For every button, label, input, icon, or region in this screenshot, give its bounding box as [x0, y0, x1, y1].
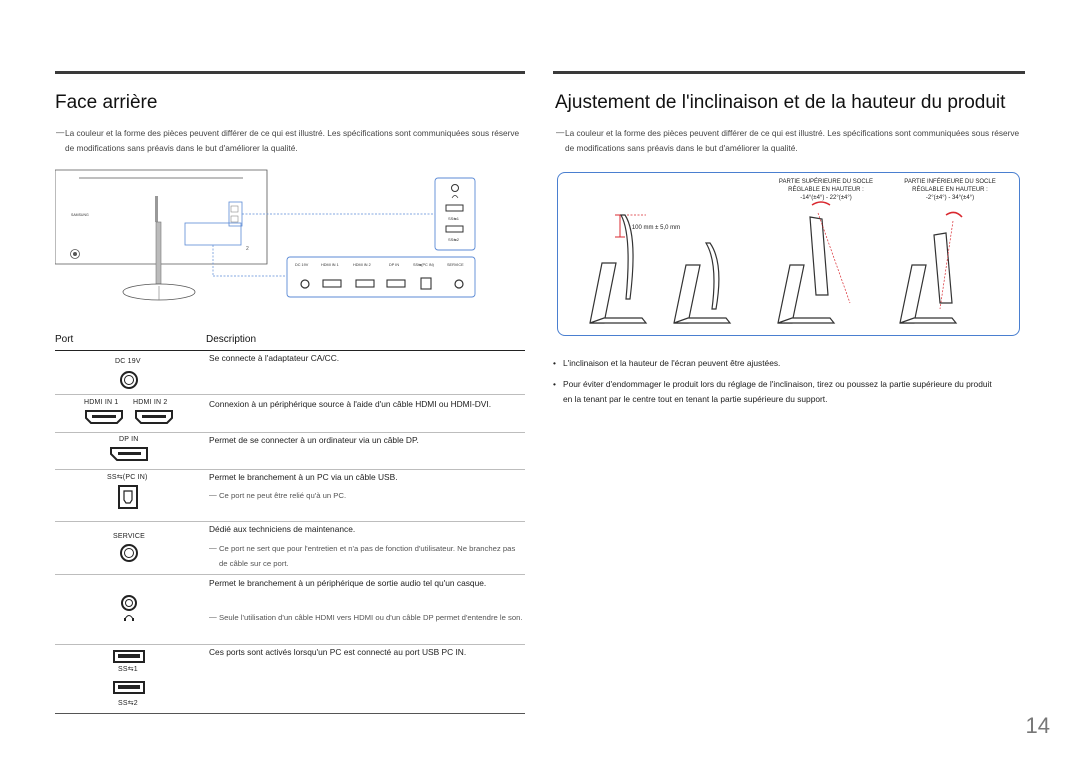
row-usb-pc-in-note-text: Ce port ne peut être relié qu'à un PC.: [219, 491, 347, 500]
bottom-caption-line3: -2°(±4°) - 34°(±4°): [925, 195, 975, 201]
row-hdmi-description: Connexion à un périphérique source à l'aide d'un câble HDMI ou HDMI-DVI.: [209, 399, 492, 409]
bullet-item: [553, 356, 1003, 371]
top-caption-line2: RÉGLABLE EN HAUTEUR :: [788, 187, 864, 193]
tilt-adjustment-figure: [557, 172, 1020, 336]
port-label-service: SERVICE: [113, 533, 146, 540]
left-section-rule: [55, 71, 525, 74]
row-headphone-description: Permet le branchement à un périphérique de sortie audio tel qu'un casque.: [209, 578, 487, 588]
dc-power-port-icon: [119, 370, 139, 390]
usb-a-port-icon: [113, 650, 145, 663]
top-caption-line3: -14°(±4°) - 22°(±4°): [800, 195, 852, 201]
figure-port-hdmi2: HDMI IN 2: [353, 263, 371, 267]
figure-port-usbpc: SS⇆(PC IN): [413, 263, 434, 267]
bottom-caption-line1: PARTIE INFÉRIEURE DU SOCLE: [904, 179, 996, 185]
right-section-title: Ajustement de l'inclinaison et de la hauteur du produit: [555, 92, 1006, 113]
hdmi-port-icon: [134, 409, 174, 425]
port-label-dc: DC 19V: [115, 358, 141, 365]
right-note-text: La couleur et la forme des pièces peuvent différer de ce qui est illustré. Les spécifications sont communiquées sous réserve de modifications sans préavis dans le but d'améliorer la qualité.: [565, 128, 1020, 153]
left-note-text: La couleur et la forme des pièces peuvent différer de ce qui est illustré. Les spécifications sont communiquées sous réserve de modifications sans préavis dans le but d'améliorer la qualité.: [65, 128, 520, 153]
row-headphone-note-text: Seule l'utilisation d'un câble HDMI vers HDMI ou d'un câble DP permet d'entendre le son.: [219, 613, 523, 622]
table-row-rule: [55, 394, 525, 395]
table-bottom-rule: [55, 713, 525, 714]
port-column-header: Port: [55, 334, 74, 345]
row-dc-description: Se connecte à l'adaptateur CA/CC.: [209, 353, 340, 363]
note-dash-icon: ―: [56, 127, 65, 137]
rear-panel-figure: [55, 168, 485, 308]
row-headphone-note: [209, 610, 525, 625]
bullet-text: L'inclinaison et la hauteur de l'écran peuvent être ajustées.: [563, 358, 781, 368]
row-usb-pc-in-note: [209, 488, 525, 503]
row-usb-hub-description: Ces ports sont activés lorsqu'un PC est connecté au port USB PC IN.: [209, 647, 467, 657]
top-caption-line1: PARTIE SUPÉRIEURE DU SOCLE: [778, 179, 874, 185]
left-note: [56, 126, 527, 156]
row-service-description: Dédié aux techniciens de maintenance.: [209, 524, 356, 534]
row-dp-description: Permet de se connecter à un ordinateur via un câble DP.: [209, 435, 419, 445]
figure-port-dp: DP IN: [389, 263, 400, 267]
note-dash-icon: ―: [556, 127, 565, 137]
usb-a-port-icon: [113, 681, 145, 694]
svg-text:2: 2: [246, 246, 249, 252]
note-dash-icon: ―: [209, 490, 217, 499]
bottom-caption-line2: RÉGLABLE EN HAUTEUR :: [912, 187, 988, 193]
description-column-header: Description: [206, 334, 257, 345]
bullet-text: Pour éviter d'endommager le produit lors du réglage de l'inclinaison, tirez ou poussez la partie supérieure du produit en la tenant par le centre tout en tenant la partie supérieure du support.: [563, 379, 992, 404]
bullet-dot-icon: •: [553, 379, 556, 389]
port-table-header: [55, 333, 525, 351]
figure-usb2-label: SS⇆2: [448, 237, 459, 242]
table-row-rule: [55, 574, 525, 575]
port-label-usb2: SS⇆2: [118, 700, 138, 707]
height-range-label: 100 mm ± 5,0 mm: [631, 225, 681, 231]
displayport-icon: [109, 446, 149, 462]
port-label-usb1: SS⇆1: [118, 666, 138, 673]
hdmi-port-icon: [84, 409, 124, 425]
bullet-dot-icon: •: [553, 358, 556, 368]
port-label-usb-pc-in: SS⇆(PC IN): [107, 474, 148, 481]
row-usb-pc-in-description: Permet le branchement à un PC via un câble USB.: [209, 472, 398, 482]
figure-port-hdmi1: HDMI IN 1: [321, 263, 339, 267]
port-label-hdmi1: HDMI IN 1: [84, 399, 119, 406]
headphone-jack-icon: [119, 593, 139, 625]
port-label-hdmi2: HDMI IN 2: [133, 399, 168, 406]
figure-usb1-label: SS⇆1: [448, 216, 459, 221]
right-section-rule: [553, 71, 1025, 74]
bullet-item: [553, 377, 1003, 407]
row-service-note: [209, 541, 525, 571]
note-dash-icon: ―: [209, 612, 217, 621]
right-note: [556, 126, 1027, 156]
usb-b-port-icon: [117, 484, 139, 510]
brand-logo: SAMSUNG: [71, 213, 89, 217]
port-label-dp: DP IN: [119, 436, 139, 443]
left-section-title: Face arrière: [55, 92, 158, 113]
figure-port-service: SERVICE: [447, 263, 464, 267]
service-port-icon: [119, 543, 139, 563]
page-number: 14: [1025, 713, 1050, 738]
figure-port-dc: DC 19V: [295, 263, 309, 267]
row-service-note-text: Ce port ne sert que pour l'entretien et n'a pas de fonction d'utilisateur. Ne branchez pas de câble sur ce port.: [219, 544, 516, 568]
note-dash-icon: ―: [209, 543, 217, 552]
